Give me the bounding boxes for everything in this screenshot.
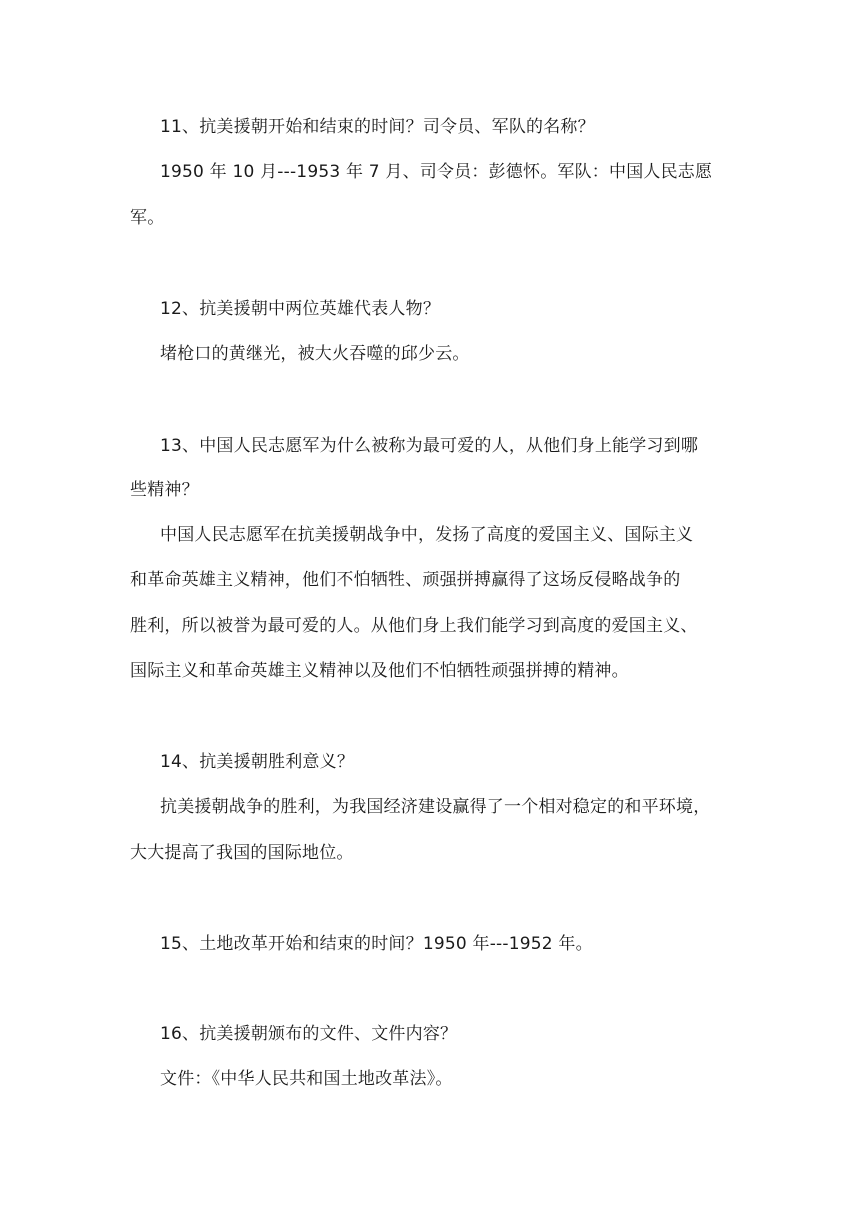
answer-11-line-1: 1950 年 10 月---1953 年 7 月、司令员：彭德怀。军队：中国人民志愿 (160, 162, 713, 182)
question-15: 15、土地改革开始和结束的时间？1950 年---1952 年。 (160, 934, 593, 954)
question-12: 12、抗美援朝中两位英雄代表人物？ (160, 299, 441, 319)
answer-13-line-1: 中国人民志愿军在抗美援朝战争中，发扬了高度的爱国主义、国际主义 (160, 525, 694, 545)
answer-13-line-4: 国际主义和革命英雄主义精神以及他们不怕牺牲顽强拼搏的精神。 (130, 661, 629, 681)
question-13-line-2: 些精神？ (130, 480, 199, 500)
answer-13-line-3: 胜利，所以被誉为最可爱的人。从他们身上我们能学习到高度的爱国主义、 (130, 616, 698, 636)
answer-11-line-2: 军。 (130, 208, 165, 228)
question-11: 11、抗美援朝开始和结束的时间？司令员、军队的名称？ (160, 117, 595, 137)
answer-13-line-2: 和革命英雄主义精神，他们不怕牺牲、顽强拼搏赢得了这场反侵略战争的 (130, 570, 681, 590)
question-16: 16、抗美援朝颁布的文件、文件内容？ (160, 1024, 458, 1044)
answer-12: 堵枪口的黄继光，被大火吞噬的邱少云。 (160, 344, 470, 364)
answer-14-line-2: 大大提高了我国的国际地位。 (130, 843, 354, 863)
question-14: 14、抗美援朝胜利意义？ (160, 752, 355, 772)
answer-16: 文件：《中华人民共和国土地改革法》。 (160, 1069, 453, 1089)
question-13-line-1: 13、中国人民志愿军为什么被称为最可爱的人，从他们身上能学习到哪 (160, 436, 699, 456)
answer-14-line-1: 抗美援朝战争的胜利，为我国经济建设赢得了一个相对稳定的和平环境， (160, 797, 711, 817)
